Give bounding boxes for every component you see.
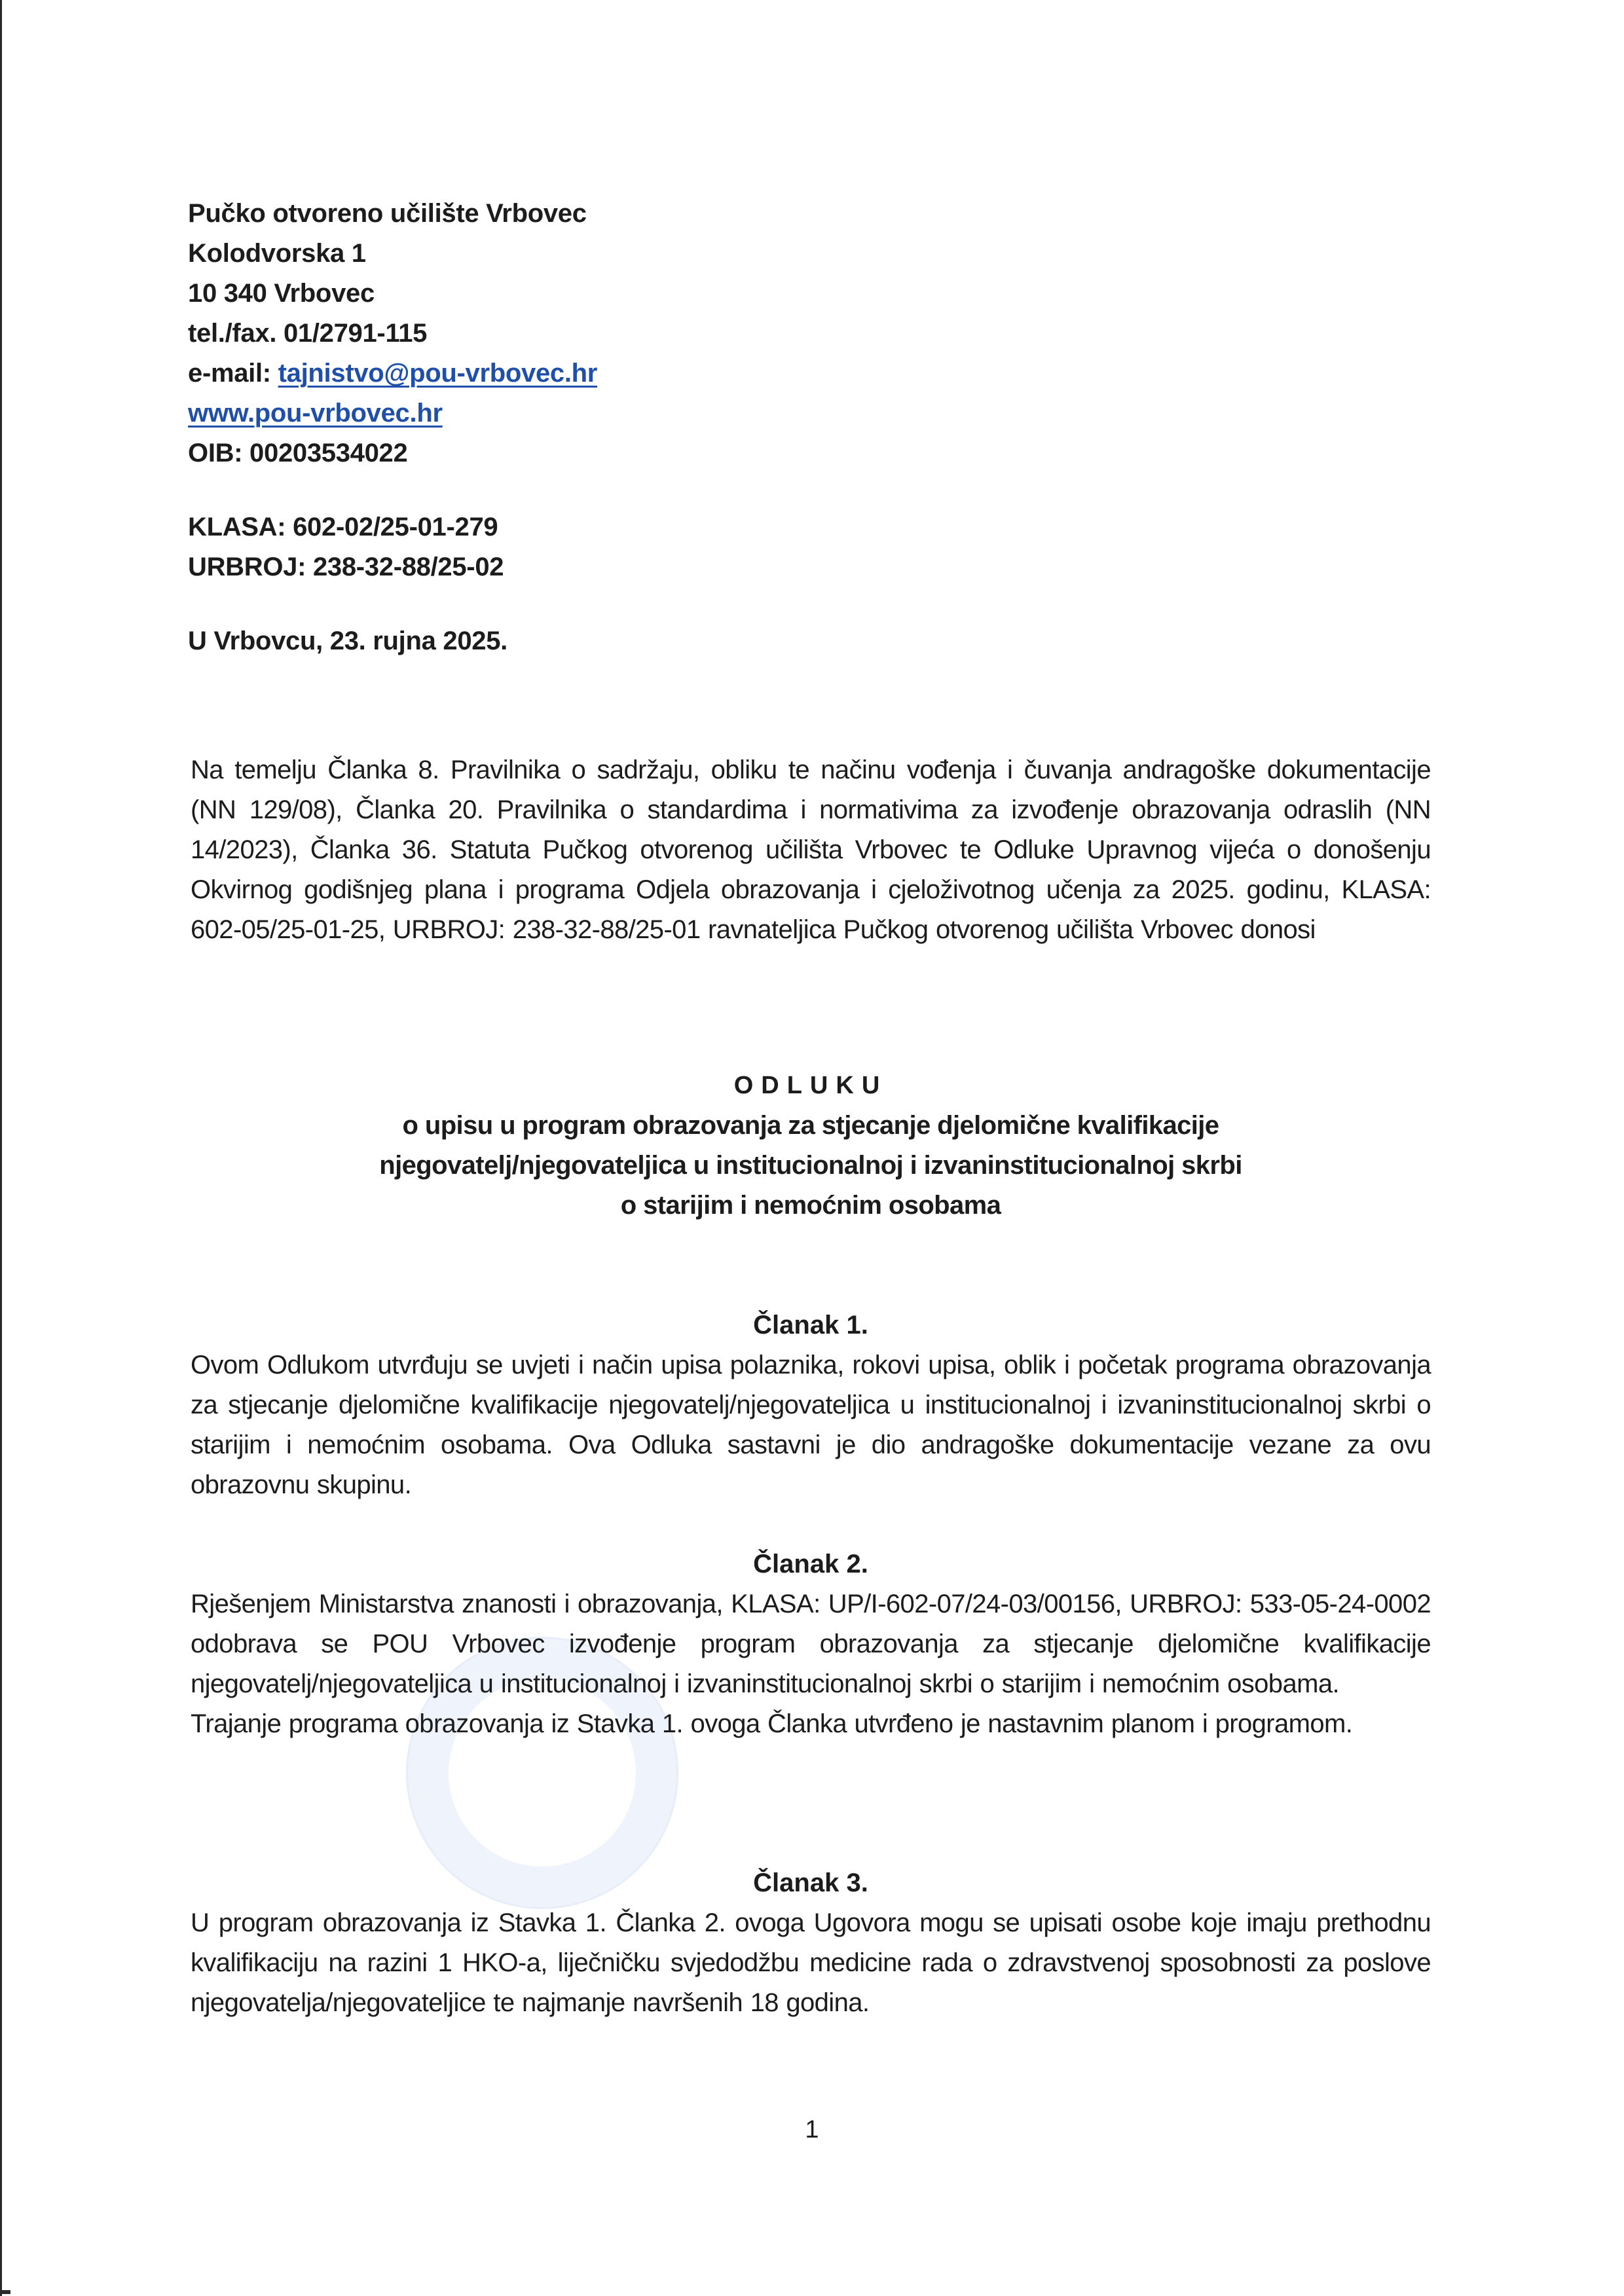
- page-number: 1: [805, 2116, 819, 2143]
- website-line: [188, 393, 597, 433]
- article-2-text: [191, 1584, 1431, 1744]
- article-3-heading: Članak 3.: [753, 1868, 868, 1897]
- article-3-text: [191, 1903, 1431, 2023]
- urbroj: URBROJ: 238-32-88/25-02: [188, 553, 504, 581]
- title-line: o upisu u program obrazovanja za stjecanje djelomične kvalifikacije: [402, 1111, 1219, 1140]
- place-date: U Vrbovcu, 23. rujna 2025.: [188, 627, 507, 655]
- spacer: [188, 473, 597, 507]
- email-label: e-mail:: [188, 359, 278, 388]
- article-paragraph: Trajanje programa obrazovanja iz Stavka 1. ovoga Članka utvrđeno je nastavnim planom i programom.: [191, 1709, 1353, 1738]
- scan-edge-line: [0, 0, 2, 2296]
- article-paragraph: Rješenjem Ministarstva znanosti i obrazovanja, KLASA: UP/I-602-07/24-03/00156, URBROJ: 533-05-24-0002 odobrava se POU Vrbovec izvođenje program obrazovanja za stjecanje djelomične kvalifikacije njegovatelj/njegovateljica u institucionalnoj i izvaninstitucionalnoj skrbi o starijim i nemoćnim osobama.: [191, 1590, 1431, 1698]
- website-link[interactable]: www.pou-vrbovec.hr: [188, 399, 443, 428]
- email-line: [188, 354, 597, 393]
- article-2-heading: Članak 2.: [753, 1550, 868, 1578]
- title-line: o starijim i nemoćnim osobama: [620, 1191, 1001, 1220]
- article-paragraph: Ovom Odlukom utvrđuju se uvjeti i način upisa polaznika, rokovi upisa, oblik i početak programa obrazovanja za stjecanje djelomične kvalifikacije njegovatelj/njegovateljica u institucionalnoj i izvaninstitucionalnoj skrbi o starijim i nemoćnim osobama. Ova Odluka sastavni je dio andragoške dokumentacije vezane za ovu obrazovnu skupinu.: [191, 1351, 1431, 1499]
- klasa: KLASA: 602-02/25-01-279: [188, 513, 498, 541]
- article-paragraph: U program obrazovanja iz Stavka 1. Članka 2. ovoga Ugovora mogu se upisati osobe koje imaju prethodnu kvalifikaciju na razini 1 HKO-a, liječničku svjedodžbu medicine rada o zdravstvenoj sposobnosti za poslove njegovatelja/njegovateljice te najmanje navršenih 18 godina.: [191, 1908, 1431, 2017]
- street-address: Kolodvorska 1: [188, 239, 366, 268]
- decision-title: [191, 1066, 1431, 1226]
- institution-name: Pučko otvoreno učilište Vrbovec: [188, 199, 587, 228]
- spacer: [188, 587, 597, 621]
- phone-fax: tel./fax. 01/2791-115: [188, 319, 428, 348]
- scan-edge-mark: [0, 2290, 10, 2294]
- postal-city: 10 340 Vrbovec: [188, 279, 375, 308]
- title-main: ODLUKU: [733, 1072, 888, 1099]
- article-1-heading: Članak 1.: [753, 1311, 868, 1339]
- oib: OIB: 00203534022: [188, 439, 408, 467]
- sender-block: [188, 194, 597, 661]
- title-line: njegovatelj/njegovateljica u institucionalnoj i izvaninstitucionalnoj skrbi: [379, 1151, 1242, 1180]
- intro-paragraph: Na temelju Članka 8. Pravilnika o sadržaju, obliku te načinu vođenja i čuvanja andragoške dokumentacije (NN 129/08), Članka 20. Pravilnika o standardima i normativima za izvođenje obrazovanja odraslih (NN 14/2023), Članka 36. Statuta Pučkog otvorenog učilišta Vrbovec te Odluke Upravnog vijeća o donošenju Okvirnog godišnjeg plana i programa Odjela obrazovanja i cjeloživotnog učenja za 2025. godinu, KLASA: 602-05/25-01-25, URBROJ: 238-32-88/25-01 ravnateljica Pučkog otvorenog učilišta Vrbovec donosi: [191, 756, 1431, 944]
- article-1-text: [191, 1345, 1431, 1505]
- email-link[interactable]: tajnistvo@pou-vrbovec.hr: [278, 359, 598, 388]
